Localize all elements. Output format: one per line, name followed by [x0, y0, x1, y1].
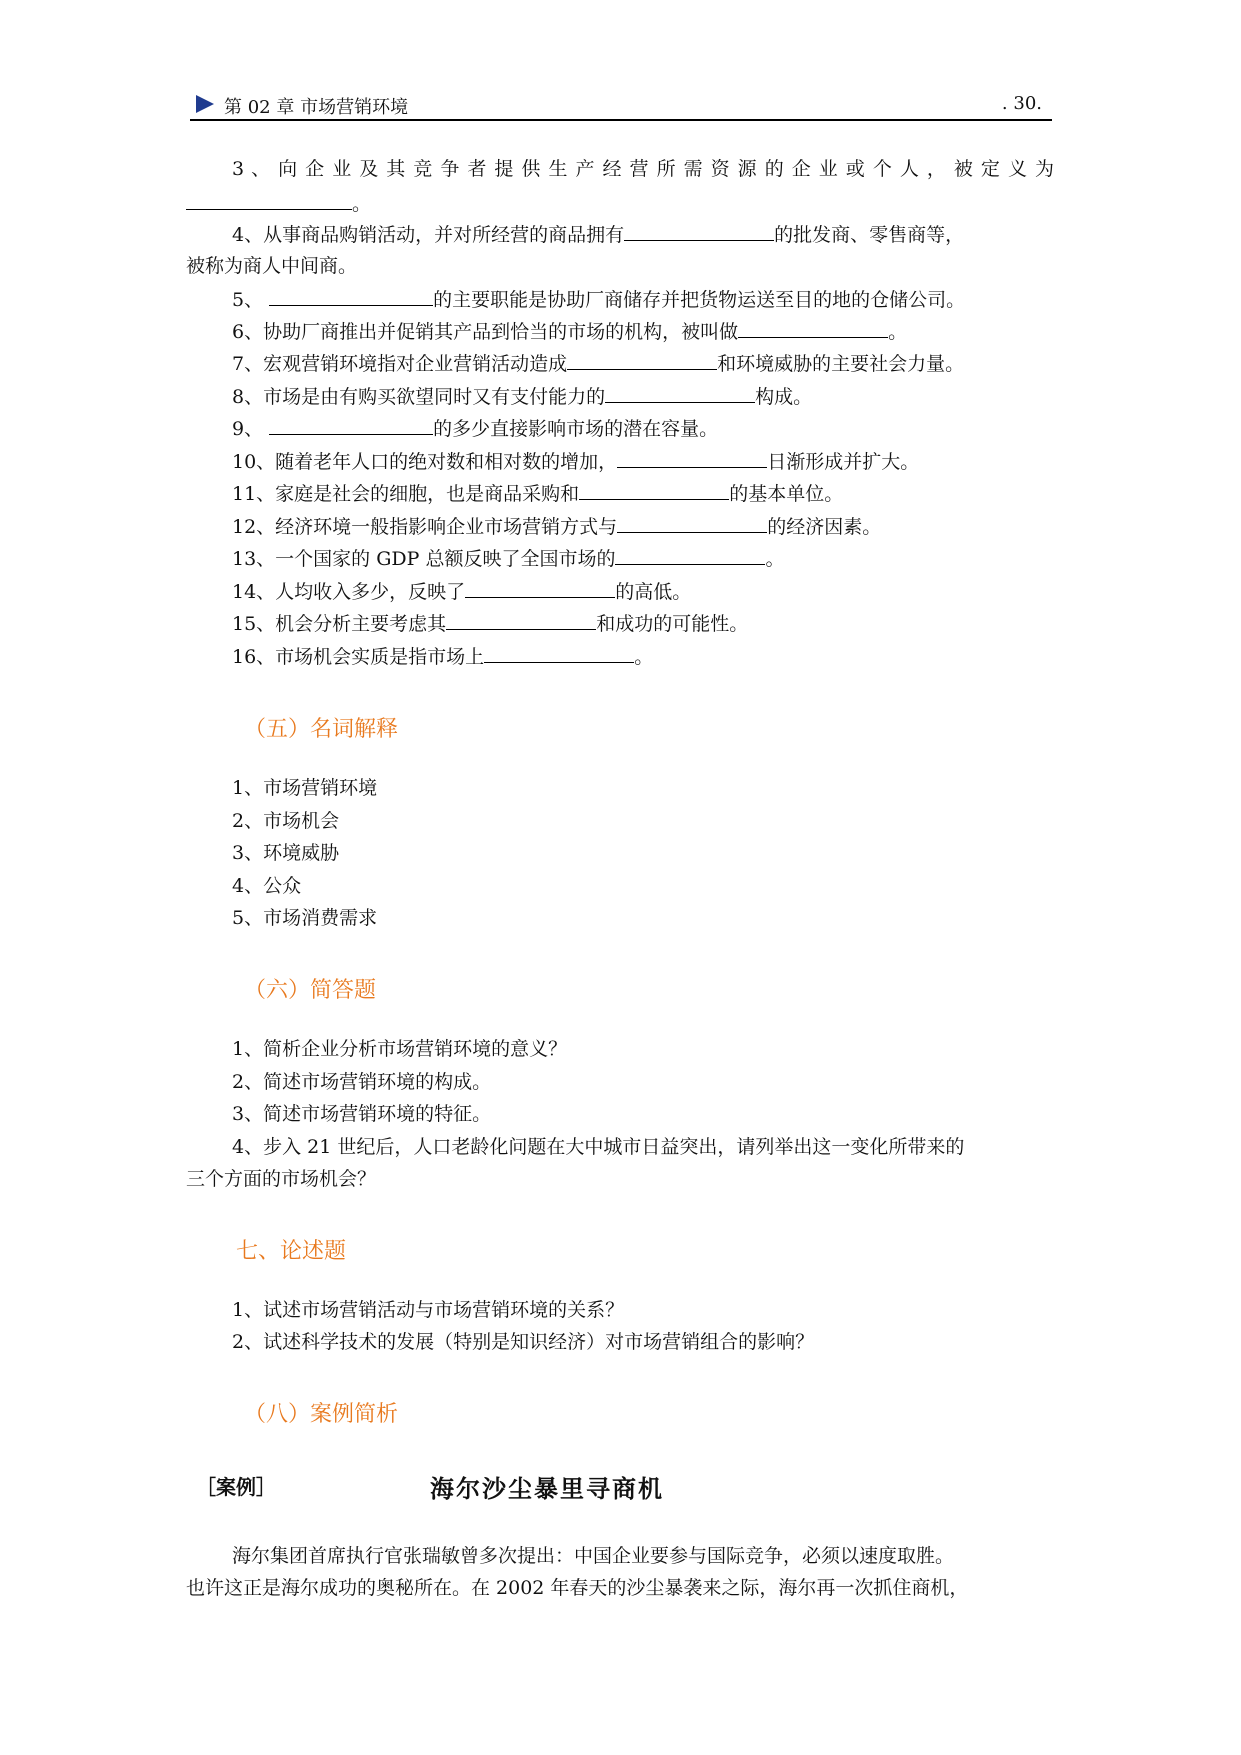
question-5: 5、 的主要职能是协助厂商储存并把货物运送至目的地的仓储公司。	[232, 289, 966, 311]
list-item: 5、市场消费需求	[232, 907, 378, 929]
list-item: 3、简述市场营销环境的特征。	[232, 1103, 492, 1125]
answer-blank	[617, 449, 767, 468]
question-7: 7、宏观营销环境指对企业营销活动造成 和环境威胁的主要社会力量。	[232, 353, 965, 375]
case-paragraph-line: 海尔集团首席执行官张瑞敏曾多次提出：中国企业要参与国际竞争，必须以速度取胜。	[232, 1545, 955, 1567]
question-12: 12、经济环境一般指影响企业市场营销方式与 的经济因素。	[232, 516, 882, 538]
header-rule	[190, 119, 1052, 121]
section-6-title: （六）简答题	[244, 978, 377, 1003]
section-8-title: （八）案例简析	[244, 1402, 399, 1427]
list-item: 2、简述市场营销环境的构成。	[232, 1071, 492, 1093]
question-10: 10、随着老年人口的绝对数和相对数的增加， 日渐形成并扩大。	[232, 451, 920, 473]
question-13: 13、一个国家的 GDP 总额反映了全国市场的 。	[232, 548, 785, 570]
question-9: 9、 的多少直接影响市场的潜在容量。	[232, 418, 719, 440]
question-16: 16、市场机会实质是指市场上 。	[232, 646, 654, 668]
question-3-line2: 。	[186, 191, 371, 216]
question-14: 14、人均收入多少，反映了 的高低。	[232, 581, 692, 603]
play-triangle-icon	[196, 95, 214, 113]
answer-blank	[269, 416, 433, 435]
answer-blank	[605, 384, 755, 403]
answer-blank	[465, 579, 615, 598]
list-item: 1、试述市场营销活动与市场营销环境的关系？	[232, 1299, 625, 1321]
question-15: 15、机会分析主要考虑其 和成功的可能性。	[232, 613, 749, 635]
case-paragraph-line: 也许这正是海尔成功的奥秘所在。在 2002 年春天的沙尘暴袭来之际，海尔再一次抓住商机，	[186, 1577, 969, 1599]
question-6: 6、协助厂商推出并促销其产品到恰当的市场的机构，被叫做 。	[232, 321, 908, 343]
list-item: 1、市场营销环境	[232, 777, 378, 799]
answer-blank	[446, 611, 596, 630]
question-3-line1: 3 、 向 企 业 及 其 竞 争 者 提 供 生 产 经 营 所 需 资 源 的 企 业 或 个 人 ， 被 定 义 为	[232, 158, 1054, 180]
question-4-line2: 被称为商人中间商。	[186, 255, 358, 277]
case-title: 海尔沙尘暴里寻商机	[430, 1475, 664, 1503]
answer-blank	[567, 351, 717, 370]
chapter-title: 第 02 章 市场营销环境	[224, 97, 409, 118]
list-item: 2、试述科学技术的发展（特别是知识经济）对市场营销组合的影响？	[232, 1331, 815, 1353]
question-8: 8、市场是由有购买欲望同时又有支付能力的 构成。	[232, 386, 813, 408]
page-number: . 30.	[1001, 93, 1042, 114]
case-tag: ［案例］	[196, 1475, 276, 1499]
answer-blank	[186, 191, 352, 210]
list-item: 2、市场机会	[232, 810, 340, 832]
section-7-title: 七、论述题	[236, 1239, 347, 1264]
question-4: 4、从事商品购销活动，并对所经营的商品拥有 的批发商、零售商等，	[232, 224, 965, 246]
answer-blank	[484, 644, 634, 663]
answer-blank	[615, 546, 765, 565]
list-item-continued: 三个方面的市场机会？	[186, 1168, 377, 1190]
section-5-title: （五）名词解释	[244, 717, 399, 742]
answer-blank	[617, 514, 767, 533]
list-item: 4、公众	[232, 875, 302, 897]
list-item: 1、简析企业分析市场营销环境的意义？	[232, 1038, 568, 1060]
answer-blank	[579, 481, 729, 500]
list-item: 4、步入 21 世纪后，人口老龄化问题在大中城市日益突出，请列举出这一变化所带来的	[232, 1136, 965, 1158]
page-header	[190, 92, 1052, 118]
list-item: 3、环境威胁	[232, 842, 340, 864]
question-11: 11、家庭是社会的细胞，也是商品采购和 的基本单位。	[232, 483, 844, 505]
answer-blank	[269, 287, 433, 306]
answer-blank	[738, 319, 888, 338]
answer-blank	[624, 222, 774, 241]
